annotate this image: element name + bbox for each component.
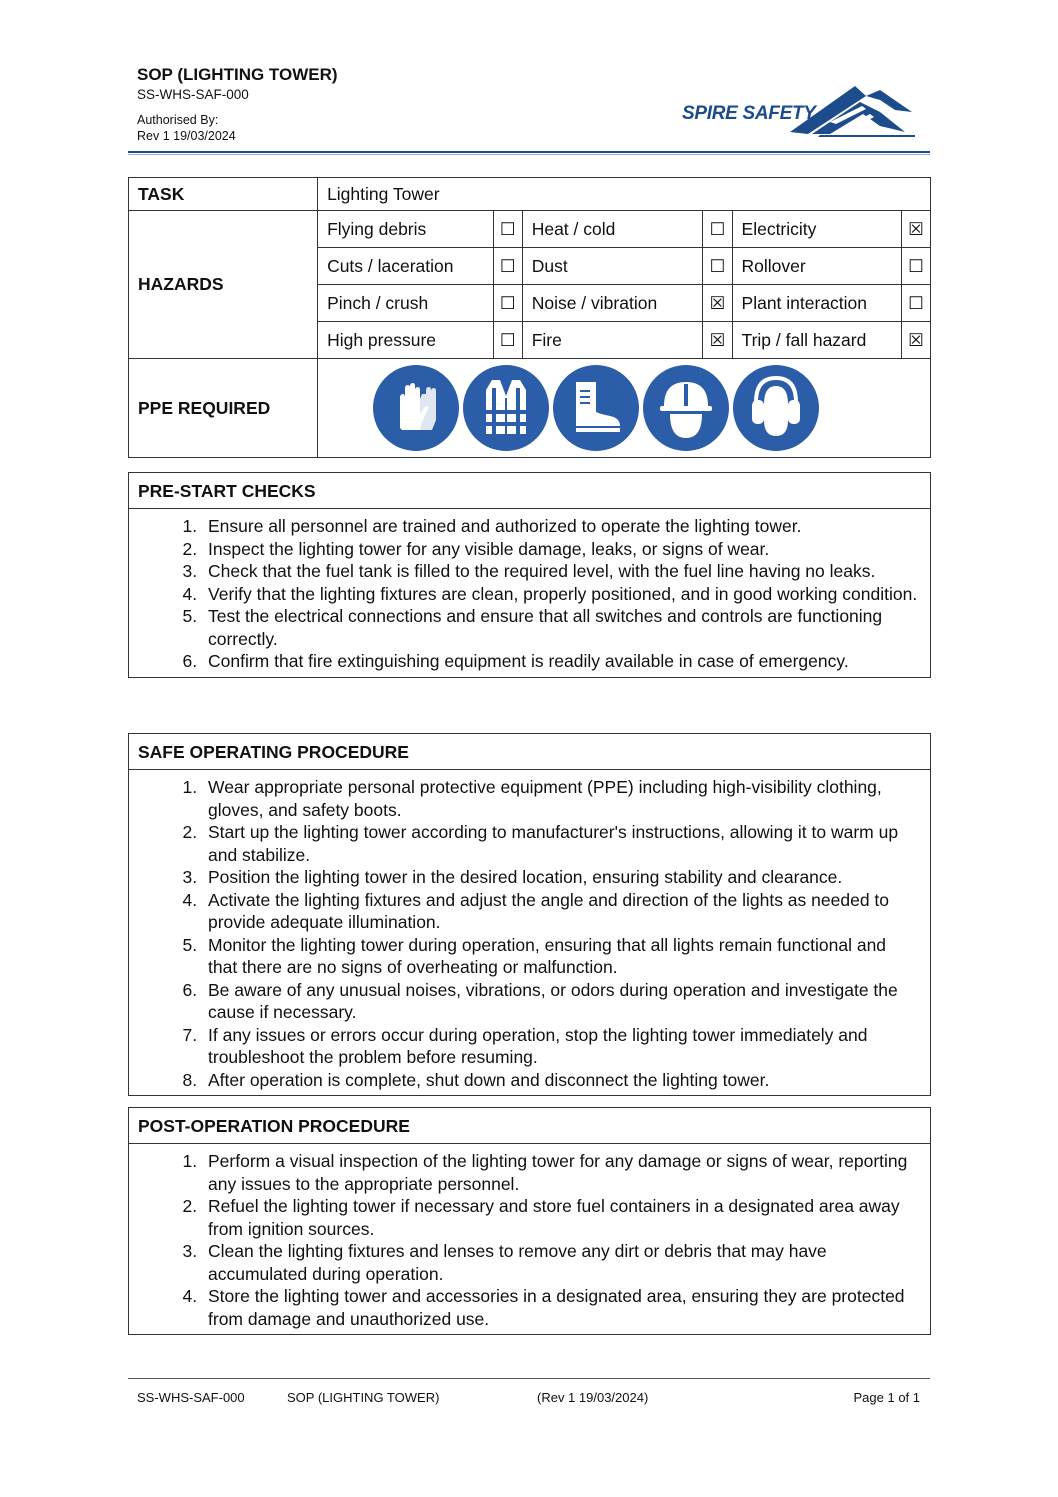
task-row [129, 178, 931, 211]
task-value: Lighting Tower [318, 178, 931, 211]
footer-rule [128, 1378, 930, 1379]
list-item: 2. Start up the lighting tower according to manufacturer's instructions, allowing it to warm up and stabilize. [202, 821, 920, 866]
ppe-label: PPE REQUIRED [129, 359, 318, 458]
pre-start-section [128, 472, 931, 678]
hazard-name: Dust [522, 248, 703, 285]
hazard-checkbox[interactable]: ☒ [703, 322, 732, 359]
hazard-name: Electricity [732, 211, 901, 248]
safe-operating-list [129, 770, 930, 1095]
document-header [137, 64, 338, 144]
list-item: 2. Inspect the lighting tower for any visible damage, leaks, or signs of wear. [202, 538, 920, 561]
header-rule [128, 151, 930, 153]
revision: Rev 1 19/03/2024 [137, 129, 236, 143]
pre-start-title: PRE-START CHECKS [129, 473, 930, 509]
hazard-name: Heat / cold [522, 211, 703, 248]
hazard-checkbox[interactable]: ☒ [901, 322, 930, 359]
list-item: 3. Check that the fuel tank is filled to the required level, with the fuel line having no leaks. [202, 560, 920, 583]
list-item: 1. Ensure all personnel are trained and authorized to operate the lighting tower. [202, 515, 920, 538]
document-code: SS-WHS-SAF-000 [137, 87, 249, 102]
ppe-row [129, 359, 931, 458]
footer-title: SOP (LIGHTING TOWER) [287, 1390, 440, 1405]
task-label: TASK [129, 178, 318, 211]
hazard-name: Flying debris [318, 211, 494, 248]
ppe-icons [271, 364, 921, 452]
hazard-checkbox[interactable]: ☐ [901, 248, 930, 285]
authorised-by: Authorised By: [137, 113, 219, 127]
list-item: 6. Be aware of any unusual noises, vibrations, or odors during operation and investigate the cause if necessary. [202, 979, 920, 1024]
spire-safety-logo [680, 82, 920, 140]
hard-hat-icon [642, 364, 730, 452]
footer-revision: (Rev 1 19/03/2024) [537, 1390, 649, 1405]
ear-muffs-icon [732, 364, 820, 452]
hazard-checkbox[interactable]: ☒ [901, 211, 930, 248]
hazards-label: HAZARDS [129, 211, 318, 359]
hazard-row [129, 211, 931, 248]
hazard-checkbox[interactable]: ☐ [493, 322, 522, 359]
post-operation-title: POST-OPERATION PROCEDURE [129, 1108, 930, 1144]
hazard-name: High pressure [318, 322, 494, 359]
list-item: 5. Monitor the lighting tower during operation, ensuring that all lights remain functional and that there are no signs of overheating or malfunction. [202, 934, 920, 979]
list-item: 4. Activate the lighting fixtures and adjust the angle and direction of the lights as needed to provide adequate illumination. [202, 889, 920, 934]
pre-start-list [129, 509, 930, 677]
hazard-checkbox[interactable]: ☒ [703, 285, 732, 322]
hazard-name: Rollover [732, 248, 901, 285]
mountain-logo-icon [680, 82, 920, 140]
footer-page: Page 1 of 1 [853, 1390, 920, 1405]
hazard-checkbox[interactable]: ☐ [493, 248, 522, 285]
hazard-name: Cuts / laceration [318, 248, 494, 285]
hazard-checkbox[interactable]: ☐ [703, 211, 732, 248]
list-item: 4. Verify that the lighting fixtures are clean, properly positioned, and in good working condition. [202, 583, 920, 606]
safe-operating-title: SAFE OPERATING PROCEDURE [129, 734, 930, 770]
hazard-name: Fire [522, 322, 703, 359]
ppe-icons-cell [318, 359, 931, 458]
list-item: 6. Confirm that fire extinguishing equipment is readily available in case of emergency. [202, 650, 920, 673]
hazard-checkbox[interactable]: ☐ [901, 285, 930, 322]
header-rule-light [128, 154, 930, 155]
hazard-name: Pinch / crush [318, 285, 494, 322]
list-item: 1. Wear appropriate personal protective equipment (PPE) including high-visibility clothing, gloves, and safety boots. [202, 776, 920, 821]
hazard-checkbox[interactable]: ☐ [493, 285, 522, 322]
hazard-checkbox[interactable]: ☐ [493, 211, 522, 248]
logo-text: SPIRE SAFETY [682, 103, 816, 124]
safe-operating-section [128, 733, 931, 1096]
hazard-name: Trip / fall hazard [732, 322, 901, 359]
hazard-name: Plant interaction [732, 285, 901, 322]
post-operation-section [128, 1107, 931, 1335]
post-operation-list [129, 1144, 930, 1334]
list-item: 2. Refuel the lighting tower if necessary and store fuel containers in a designated area away from ignition sources. [202, 1195, 920, 1240]
list-item: 8. After operation is complete, shut down and disconnect the lighting tower. [202, 1069, 920, 1092]
list-item: 3. Clean the lighting fixtures and lenses to remove any dirt or debris that may have accumulated during operation. [202, 1240, 920, 1285]
list-item: 3. Position the lighting tower in the desired location, ensuring stability and clearance. [202, 866, 920, 889]
task-hazard-table [128, 177, 931, 458]
list-item: 4. Store the lighting tower and accessories in a designated area, ensuring they are protected from damage and unauthorized use. [202, 1285, 920, 1330]
hi-vis-vest-icon [462, 364, 550, 452]
list-item: 1. Perform a visual inspection of the lighting tower for any damage or signs of wear, reporting any issues to the appropriate personnel. [202, 1150, 920, 1195]
hazard-checkbox[interactable]: ☐ [703, 248, 732, 285]
safety-boots-icon [552, 364, 640, 452]
gloves-icon [372, 364, 460, 452]
list-item: 7. If any issues or errors occur during operation, stop the lighting tower immediately and troubleshoot the problem before resuming. [202, 1024, 920, 1069]
document-title: SOP (LIGHTING TOWER) [137, 65, 338, 84]
list-item: 5. Test the electrical connections and ensure that all switches and controls are functioning correctly. [202, 605, 920, 650]
hazard-name: Noise / vibration [522, 285, 703, 322]
footer-code: SS-WHS-SAF-000 [137, 1390, 245, 1405]
